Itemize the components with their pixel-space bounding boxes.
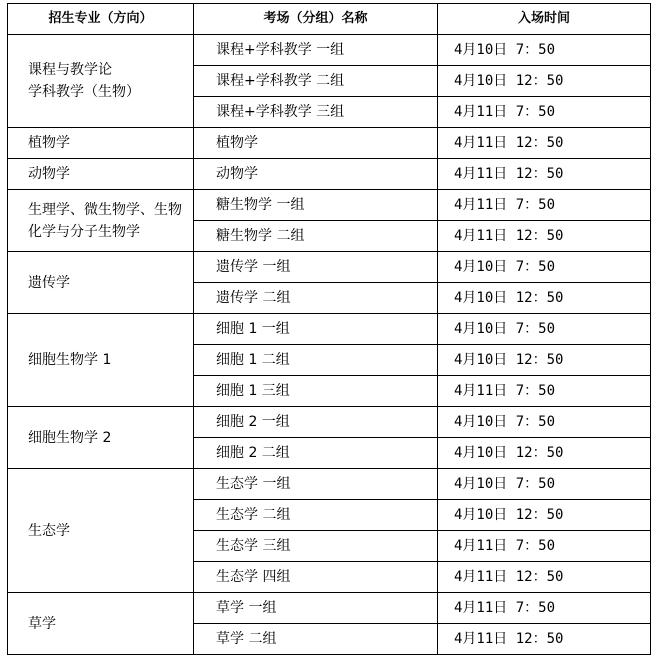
room-cell: 细胞 1 三组 bbox=[194, 376, 438, 407]
time-cell: 4月10日 12：50 bbox=[438, 66, 651, 97]
room-cell: 遗传学 一组 bbox=[194, 252, 438, 283]
room-cell: 植物学 bbox=[194, 128, 438, 159]
major-label: 细胞生物学 2 bbox=[28, 429, 112, 446]
major-label: 细胞生物学 1 bbox=[28, 352, 112, 368]
room-cell: 遗传学 二组 bbox=[194, 283, 438, 314]
major-cell bbox=[8, 128, 194, 159]
time-cell: 4月11日 12：50 bbox=[438, 624, 651, 655]
major-cell bbox=[8, 314, 194, 407]
time-cell: 4月11日 12：50 bbox=[438, 221, 651, 252]
room-cell: 课程+学科教学 二组 bbox=[194, 66, 438, 97]
major-label: 动物学 bbox=[28, 166, 70, 182]
table-row bbox=[8, 469, 651, 500]
time-cell: 4月10日 7：50 bbox=[438, 469, 651, 500]
table-row bbox=[8, 159, 651, 190]
room-cell: 课程+学科教学 三组 bbox=[194, 97, 438, 128]
room-cell: 生态学 二组 bbox=[194, 500, 438, 531]
table-row bbox=[8, 252, 651, 283]
table-row bbox=[8, 190, 651, 221]
time-cell: 4月10日 12：50 bbox=[438, 500, 651, 531]
room-cell: 细胞 2 一组 bbox=[194, 407, 438, 438]
time-cell: 4月11日 12：50 bbox=[438, 128, 651, 159]
major-label: 课程与教学论 学科教学（生物） bbox=[28, 62, 140, 100]
time-cell: 4月10日 7：50 bbox=[438, 252, 651, 283]
time-cell: 4月10日 7：50 bbox=[438, 407, 651, 438]
major-cell bbox=[8, 407, 194, 469]
room-cell: 动物学 bbox=[194, 159, 438, 190]
major-label: 遗传学 bbox=[28, 274, 70, 291]
time-cell: 4月10日 12：50 bbox=[438, 345, 651, 376]
room-cell: 糖生物学 二组 bbox=[194, 221, 438, 252]
major-cell bbox=[8, 469, 194, 593]
major-cell bbox=[8, 35, 194, 128]
room-cell: 草学 二组 bbox=[194, 624, 438, 655]
time-cell: 4月10日 7：50 bbox=[438, 314, 651, 345]
major-label: 草学 bbox=[28, 615, 56, 632]
room-cell: 糖生物学 一组 bbox=[194, 190, 438, 221]
table-row bbox=[8, 593, 651, 624]
major-cell bbox=[8, 252, 194, 314]
table-row bbox=[8, 128, 651, 159]
header-time: 入场时间 bbox=[438, 4, 651, 35]
major-cell bbox=[8, 593, 194, 655]
time-cell: 4月10日 12：50 bbox=[438, 283, 651, 314]
major-cell bbox=[8, 190, 194, 252]
room-cell: 生态学 四组 bbox=[194, 562, 438, 593]
exam-schedule-table bbox=[7, 3, 651, 655]
room-cell: 生态学 一组 bbox=[194, 469, 438, 500]
major-cell bbox=[8, 159, 194, 190]
time-cell: 4月11日 12：50 bbox=[438, 159, 651, 190]
room-cell: 课程+学科教学 一组 bbox=[194, 35, 438, 66]
header-row bbox=[8, 4, 651, 35]
room-cell: 生态学 三组 bbox=[194, 531, 438, 562]
table-row bbox=[8, 407, 651, 438]
major-label: 植物学 bbox=[28, 135, 70, 151]
table-body bbox=[8, 35, 651, 655]
room-cell: 细胞 1 一组 bbox=[194, 314, 438, 345]
time-cell: 4月11日 7：50 bbox=[438, 190, 651, 221]
time-cell: 4月11日 7：50 bbox=[438, 376, 651, 407]
room-cell: 细胞 2 二组 bbox=[194, 438, 438, 469]
header-room: 考场（分组）名称 bbox=[194, 4, 438, 35]
room-cell: 细胞 1 二组 bbox=[194, 345, 438, 376]
time-cell: 4月10日 12：50 bbox=[438, 438, 651, 469]
table-row bbox=[8, 35, 651, 66]
room-cell: 草学 一组 bbox=[194, 593, 438, 624]
table-row bbox=[8, 314, 651, 345]
time-cell: 4月11日 12：50 bbox=[438, 562, 651, 593]
time-cell: 4月11日 7：50 bbox=[438, 97, 651, 128]
time-cell: 4月11日 7：50 bbox=[438, 531, 651, 562]
major-label: 生理学、微生物学、生物化学与分子生物学 bbox=[28, 201, 182, 240]
time-cell: 4月10日 7：50 bbox=[438, 35, 651, 66]
time-cell: 4月11日 7：50 bbox=[438, 593, 651, 624]
header-major: 招生专业（方向） bbox=[8, 4, 194, 35]
major-label: 生态学 bbox=[28, 522, 70, 539]
